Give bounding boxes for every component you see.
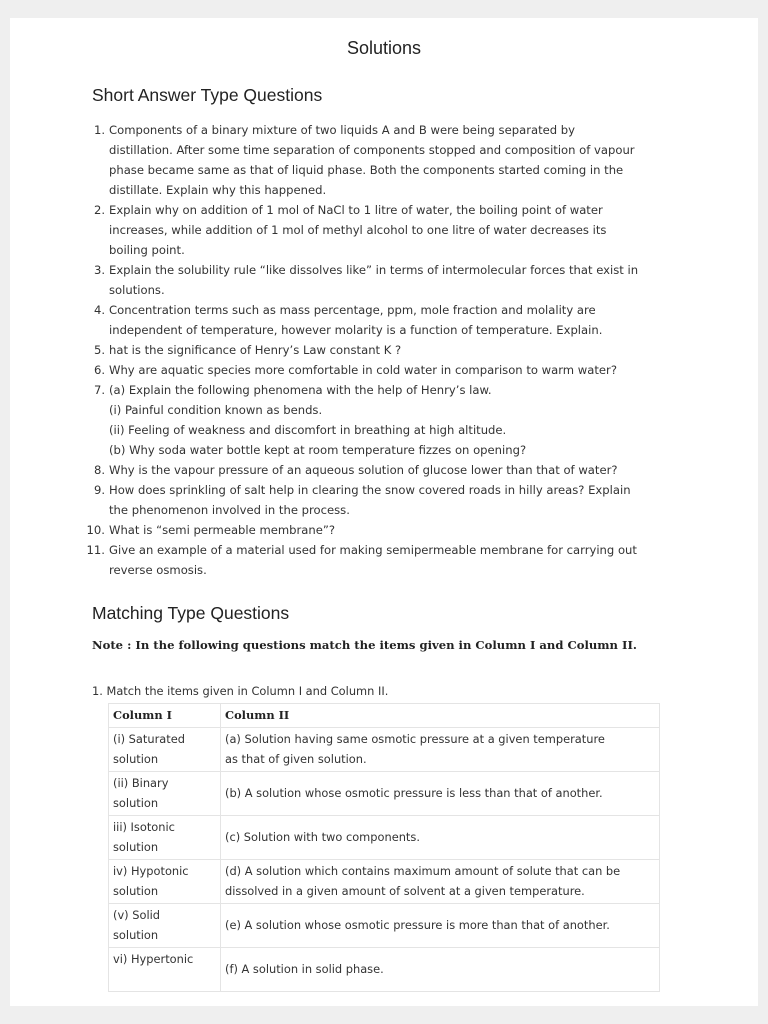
table-row <box>109 728 660 772</box>
question-number: 8. <box>93 463 105 477</box>
cell-text-line: (d) A solution which contains maximum amount of solute that can be <box>225 864 621 878</box>
cell-text-line: solution <box>113 796 159 810</box>
question-item <box>10 120 758 200</box>
question-text-line: Explain the solubility rule “like dissolves like” in terms of intermolecular forces that exist in <box>109 263 639 277</box>
column-ii-cell <box>221 904 660 948</box>
column-ii-cell <box>221 948 660 992</box>
question-text-line: Give an example of a material used for making semipermeable membrane for carrying out <box>109 543 637 557</box>
question-text-line: reverse osmosis. <box>109 563 207 577</box>
question-item <box>10 540 758 580</box>
table-row <box>109 904 660 948</box>
question-text-line: Concentration terms such as mass percentage, ppm, mole fraction and molality are <box>109 303 596 317</box>
question-number: 3. <box>93 263 105 277</box>
question-text-line: Why is the vapour pressure of an aqueous solution of glucose lower than that of water? <box>109 463 618 477</box>
question-text-line: independent of temperature, however molarity is a function of temperature. Explain. <box>109 323 603 337</box>
question-number: 7. <box>93 383 105 397</box>
question-text-line: solutions. <box>109 283 165 297</box>
question-number: 10. <box>86 523 105 537</box>
question-text-line: Components of a binary mixture of two liquids A and B were being separated by <box>109 123 576 137</box>
question-text-line: boiling point. <box>109 243 185 257</box>
table-row <box>109 860 660 904</box>
matching-intro: 1. Match the items given in Column I and Column II. <box>92 684 389 698</box>
cell-text-line: (ii) Binary <box>113 776 169 790</box>
question-item <box>10 360 758 380</box>
question-text-line: (a) Explain the following phenomena with the help of Henry’s law. <box>109 383 492 397</box>
question-text-line: (i) Painful condition known as bends. <box>109 403 323 417</box>
cell-text-line: (b) A solution whose osmotic pressure is less than that of another. <box>225 786 603 800</box>
cell-text-line: (e) A solution whose osmotic pressure is more than that of another. <box>225 918 610 932</box>
question-list <box>10 120 758 580</box>
question-item <box>10 200 758 260</box>
column-i-cell <box>109 904 221 948</box>
question-text-line: Why are aquatic species more comfortable in cold water in comparison to warm water? <box>109 363 617 377</box>
question-text-line: distillation. After some time separation of components stopped and composition of vapour <box>109 143 635 157</box>
column-i-cell <box>109 728 221 772</box>
cell-text-line: iii) Isotonic <box>113 820 175 834</box>
column-i-cell <box>109 948 221 992</box>
matching-table <box>108 703 660 992</box>
cell-text-line: (v) Solid <box>113 908 161 922</box>
question-text-line: (ii) Feeling of weakness and discomfort in breathing at high altitude. <box>109 423 507 437</box>
table-row <box>109 948 660 992</box>
table-row <box>109 816 660 860</box>
column-i-cell <box>109 816 221 860</box>
question-text-line: phase became same as that of liquid phase. Both the components started coming in the <box>109 163 624 177</box>
column-header: Column I <box>109 704 221 728</box>
cell-text-line: solution <box>113 752 159 766</box>
question-number: 5. <box>93 343 105 357</box>
cell-text-line: solution <box>113 840 159 854</box>
question-number: 2. <box>93 203 105 217</box>
question-item <box>10 340 758 360</box>
column-ii-cell <box>221 772 660 816</box>
question-number: 11. <box>86 543 105 557</box>
cell-text-line: solution <box>113 928 159 942</box>
question-text-line: Explain why on addition of 1 mol of NaCl to 1 litre of water, the boiling point of water <box>109 203 603 217</box>
column-ii-cell <box>221 860 660 904</box>
question-text-line: (b) Why soda water bottle kept at room temperature fizzes on opening? <box>109 443 527 457</box>
cell-text-line: (i) Saturated <box>113 732 185 746</box>
matching-heading: Matching Type Questions <box>92 603 290 623</box>
question-item <box>10 460 758 480</box>
question-text-line: hat is the significance of Henry’s Law constant K ? <box>109 343 402 357</box>
cell-text-line: iv) Hypotonic <box>113 864 189 878</box>
column-i-cell <box>109 772 221 816</box>
question-item <box>10 480 758 520</box>
page-title: Solutions <box>346 38 422 58</box>
matching-note: Note : In the following questions match the items given in Column I and Column II. <box>92 638 637 652</box>
short-answer-heading: Short Answer Type Questions <box>92 85 323 105</box>
question-item <box>10 260 758 300</box>
column-i-cell <box>109 860 221 904</box>
table-header-row <box>109 704 660 728</box>
column-ii-cell <box>221 816 660 860</box>
table-body <box>109 728 660 992</box>
cell-text-line: (f) A solution in solid phase. <box>225 962 384 976</box>
question-number: 4. <box>93 303 105 317</box>
cell-text-line: (a) Solution having same osmotic pressure at a given temperature <box>225 732 605 746</box>
cell-text-line: as that of given solution. <box>225 752 367 766</box>
table-row <box>109 772 660 816</box>
question-item <box>10 380 758 460</box>
column-header: Column II <box>221 704 660 728</box>
cell-text-line: (c) Solution with two components. <box>225 830 420 844</box>
question-number: 9. <box>93 483 105 497</box>
question-text-line: distillate. Explain why this happened. <box>109 183 327 197</box>
question-text-line: What is “semi permeable membrane”? <box>109 523 336 537</box>
cell-text-line: dissolved in a given amount of solvent at a given temperature. <box>225 884 585 898</box>
question-number: 1. <box>93 123 105 137</box>
question-text-line: the phenomenon involved in the process. <box>109 503 350 517</box>
cell-text-line: solution <box>113 884 159 898</box>
question-item <box>10 300 758 340</box>
question-text-line: increases, while addition of 1 mol of methyl alcohol to one litre of water decreases its <box>109 223 607 237</box>
document-page <box>10 18 758 1006</box>
question-text-line: How does sprinkling of salt help in clearing the snow covered roads in hilly areas? Explain <box>109 483 631 497</box>
cell-text-line: vi) Hypertonic <box>113 952 194 966</box>
question-item <box>10 520 758 540</box>
question-number: 6. <box>93 363 105 377</box>
column-ii-cell <box>221 728 660 772</box>
